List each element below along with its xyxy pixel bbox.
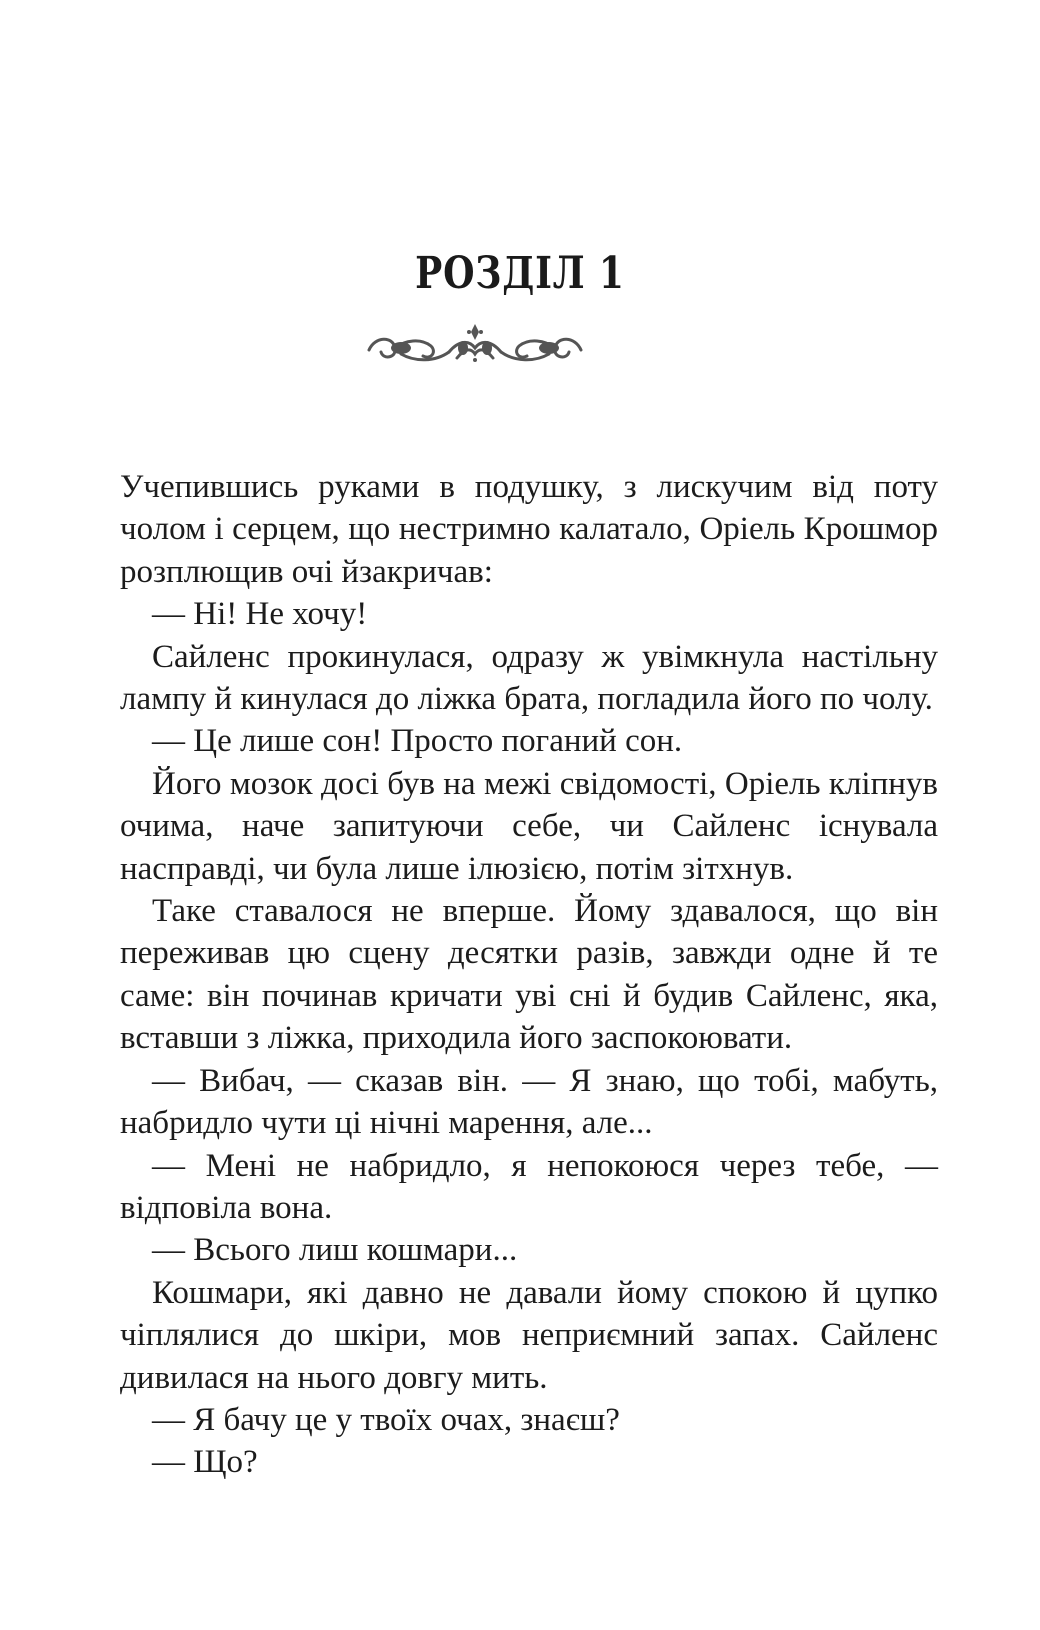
paragraph: — Ні! Не хочу!	[152, 596, 368, 633]
chapter-body	[120, 466, 938, 1484]
paragraph: — Мені не набридло, я непокоюся через тебе, — відповіла вона.	[120, 1147, 938, 1226]
paragraph: — Це лише сон! Просто поганий сон.	[152, 723, 683, 760]
paragraph: Таке ставалося не вперше. Йому здавалося, що він переживав цю сцену десятки разів, завжди одне й те саме: він починав кричати уві сні й будив Сайленс, яка, вставши з ліжка, приходила його заспокоювати.	[120, 893, 938, 1057]
chapter-title: РОЗДІЛ 1	[415, 248, 625, 299]
paragraph: Його мозок досі був на межі свідомості, Оріель кліпнув очима, наче запитуючи себе, чи Сайленс існувала насправді, чи була лише ілюзією, потім зітхнув.	[120, 765, 938, 887]
paragraph: — Вибач, — сказав він. — Я знаю, що тобі, мабуть, набридло чути ці нічні марення, але...	[120, 1062, 938, 1142]
ornamental-divider-icon	[365, 318, 585, 368]
paragraph: — Що?	[152, 1444, 258, 1481]
paragraph: — Всього лиш кошмари...	[152, 1232, 518, 1269]
paragraph: Учепившись руками в подушку, з лискучим від поту чолом і серцем, що нестримно калатало, Оріель Крошмор розплющив очі йзакричав:	[120, 469, 938, 590]
paragraph: Кошмари, які давно не давали йому спокою й цупко чіплялися до шкіри, мов неприємний запах. Сайленс дивилася на нього довгу мить.	[120, 1274, 938, 1396]
paragraph: Сайленс прокинулася, одразу ж увімкнула настільну лампу й кинулася до ліжка брата, погладила його по чолу.	[120, 638, 938, 718]
paragraph: — Я бачу це у твоїх очах, знаєш?	[152, 1401, 620, 1438]
